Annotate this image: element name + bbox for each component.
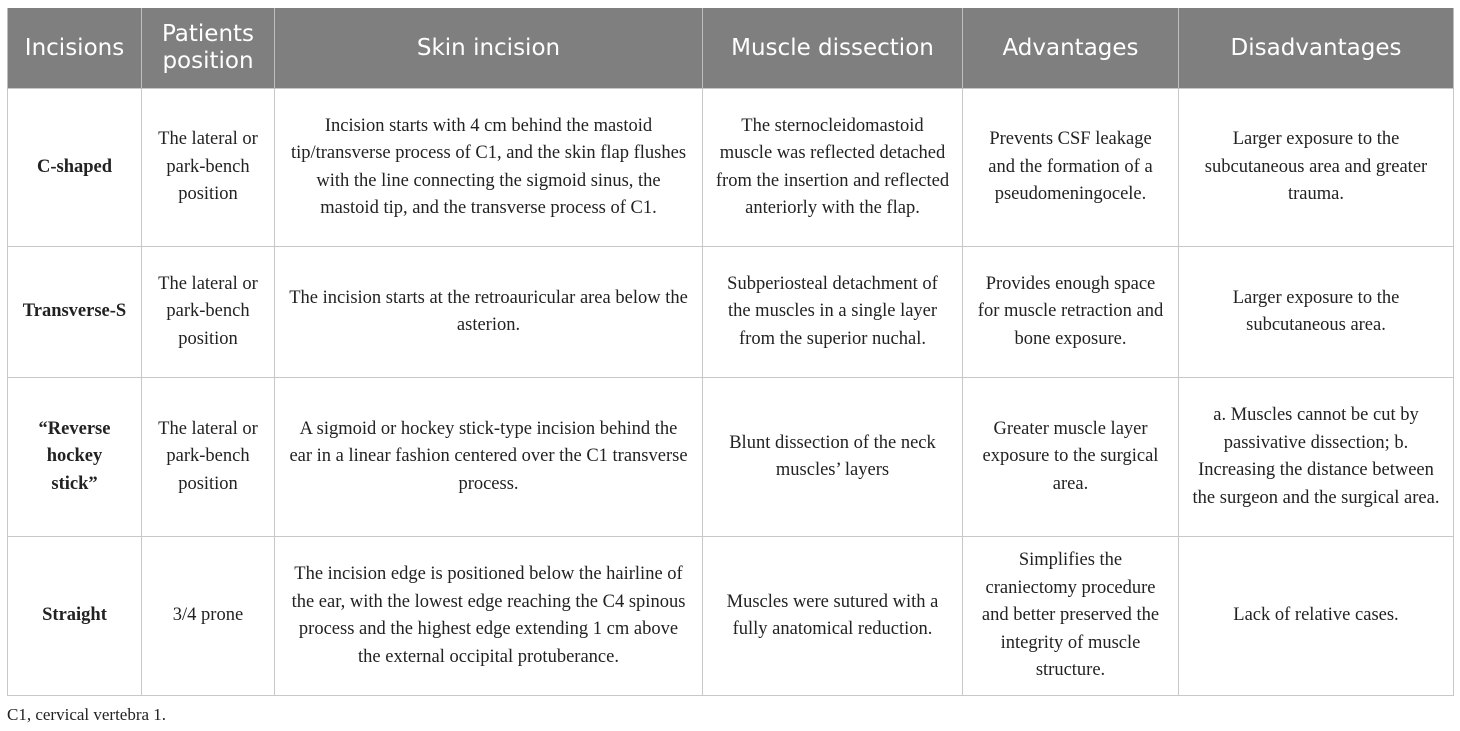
cell-disadvantages: a. Muscles cannot be cut by passivative dissection; b. Increasing the distance between the surgeon and the surgical area. bbox=[1179, 378, 1454, 537]
header-disadvantages: Disadvantages bbox=[1179, 8, 1454, 89]
cell-incision: Straight bbox=[8, 537, 142, 696]
cell-disadvantages: Larger exposure to the subcutaneous area. bbox=[1179, 247, 1454, 378]
cell-incision: Transverse-S bbox=[8, 247, 142, 378]
header-advantages: Advantages bbox=[963, 8, 1179, 89]
cell-muscle-dissection: Subperiosteal detachment of the muscles in a single layer from the superior nuchal. bbox=[703, 247, 963, 378]
table-footnote: C1, cervical vertebra 1. bbox=[7, 705, 167, 724]
cell-position: 3/4 prone bbox=[142, 537, 275, 696]
cell-advantages: Greater muscle layer exposure to the surgical area. bbox=[963, 378, 1179, 537]
header-row bbox=[8, 8, 1454, 89]
cell-position: The lateral or park-bench position bbox=[142, 247, 275, 378]
cell-disadvantages: Larger exposure to the subcutaneous area and greater trauma. bbox=[1179, 89, 1454, 247]
cell-advantages: Simplifies the craniectomy procedure and better preserved the integrity of muscle structure. bbox=[963, 537, 1179, 696]
cell-incision: “Reverse hockey stick” bbox=[8, 378, 142, 537]
cell-muscle-dissection: Muscles were sutured with a fully anatomical reduction. bbox=[703, 537, 963, 696]
header-patients-position: Patients position bbox=[142, 8, 275, 89]
table-row bbox=[8, 537, 1454, 696]
table-row bbox=[8, 378, 1454, 537]
cell-incision: C-shaped bbox=[8, 89, 142, 247]
cell-advantages: Prevents CSF leakage and the formation of a pseudomeningocele. bbox=[963, 89, 1179, 247]
header-incisions: Incisions bbox=[8, 8, 142, 89]
header-skin-incision: Skin incision bbox=[275, 8, 703, 89]
cell-skin-incision: A sigmoid or hockey stick-type incision behind the ear in a linear fashion centered over the C1 transverse process. bbox=[275, 378, 703, 537]
cell-muscle-dissection: Blunt dissection of the neck muscles’ layers bbox=[703, 378, 963, 537]
table-row bbox=[8, 89, 1454, 247]
cell-skin-incision: The incision starts at the retroauricular area below the asterion. bbox=[275, 247, 703, 378]
table-container bbox=[7, 8, 1453, 696]
cell-skin-incision: Incision starts with 4 cm behind the mastoid tip/transverse process of C1, and the skin flap flushes with the line connecting the sigmoid sinus, the mastoid tip, and the transverse process of C1. bbox=[275, 89, 703, 247]
cell-advantages: Provides enough space for muscle retraction and bone exposure. bbox=[963, 247, 1179, 378]
cell-position: The lateral or park-bench position bbox=[142, 378, 275, 537]
table-row bbox=[8, 247, 1454, 378]
incisions-table bbox=[7, 8, 1454, 696]
header-muscle-dissection: Muscle dissection bbox=[703, 8, 963, 89]
cell-position: The lateral or park-bench position bbox=[142, 89, 275, 247]
cell-muscle-dissection: The sternocleidomastoid muscle was reflected detached from the insertion and reflected anteriorly with the flap. bbox=[703, 89, 963, 247]
cell-disadvantages: Lack of relative cases. bbox=[1179, 537, 1454, 696]
cell-skin-incision: The incision edge is positioned below the hairline of the ear, with the lowest edge reaching the C4 spinous process and the highest edge extending 1 cm above the external occipital protuberance. bbox=[275, 537, 703, 696]
